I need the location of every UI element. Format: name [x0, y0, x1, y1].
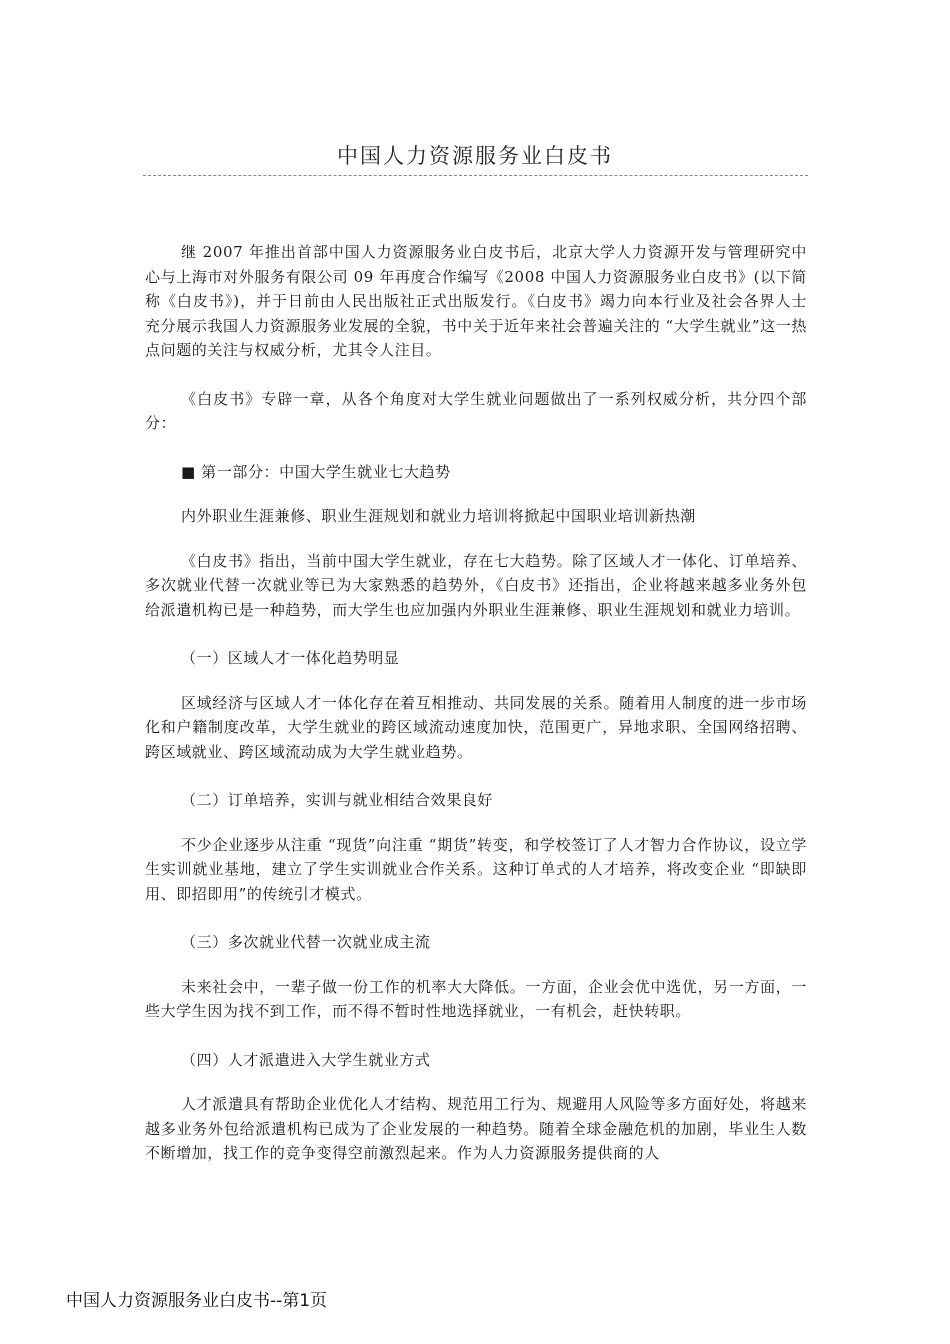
subheading-4: （四）人才派遣进入大学生就业方式: [181, 1050, 431, 1069]
paragraph-dispatch: 人才派遣具有帮助企业优化人才结构、规范用工行为、规避用人风险等多方面好处，将越来越多业务外包给派遣机构已成为了企业发展的一种趋势。随着全球金融危机的加剧，毕业生人数不断增加，找工作的竞争变得空前激烈起来。作为人力资源服务提供商的人: [145, 1095, 807, 1162]
paragraph-order-training: 不少企业逐步从注重 “现货”向注重 “期货”转变，和学校签订了人才智力合作协议，设立学生实训就业基地，建立了学生实训就业合作关系。这种订单式的人才培养，将改变企业 “即缺即用、即招即用”的传统引才模式。: [145, 835, 807, 903]
document-title: 中国人力资源服务业白皮书: [337, 144, 613, 168]
paragraph-seven-trends: 《白皮书》指出，当前中国大学生就业，存在七大趋势。除了区域人才一体化、订单培养、多次就业代替一次就业等已为大家熟悉的趋势外，《白皮书》还指出，企业将越来越多业务外包给派遣机构已是一种趋势，而大学生也应加强内外职业生涯兼修、职业生涯规划和就业力培训。: [145, 551, 807, 619]
document-body: [145, 240, 807, 1190]
subheading-2: （二）订单培养，实训与就业相结合效果良好: [181, 791, 494, 809]
section-subtitle: 内外职业生涯兼修、职业生涯规划和就业力培训将掀起中国职业培训新热潮: [181, 507, 696, 525]
section-heading-part-one: ■ 第一部分：中国大学生就业七大趋势: [181, 462, 451, 481]
title-divider: [143, 175, 808, 176]
page-footer: 中国人力资源服务业白皮书--第1页: [66, 1291, 328, 1311]
subheading-1: （一）区域人才一体化趋势明显: [181, 649, 400, 667]
paragraph-overview: 《白皮书》专辟一章，从各个角度对大学生就业问题做出了一系列权威分析，共分四个部分：: [145, 389, 807, 432]
paragraph-multiple-jobs: 未来社会中，一辈子做一份工作的机率大大降低。一方面，企业会优中选优，另一方面，一些大学生因为找不到工作，而不得不暂时性地选择就业，一有机会，赶快转职。: [145, 977, 807, 1020]
paragraph-regional: 区域经济与区域人才一体化存在着互相推动、共同发展的关系。随着用人制度的进一步市场化和户籍制度改革，大学生就业的跨区域流动速度加快，范围更广，异地求职、全国网络招聘、跨区域就业、跨区域流动成为大学生就业趋势。: [145, 693, 807, 761]
subheading-3: （三）多次就业代替一次就业成主流: [181, 933, 431, 951]
paragraph-intro: 继 2007 年推出首部中国人力资源服务业白皮书后，北京大学人力资源开发与管理研究中心与上海市对外服务有限公司 09 年再度合作编写《2008 中国人力资源服务业白皮书》(以下简称《白皮书》)，并于日前由人民出版社正式出版发行。《白皮书》竭力向本行业及社会各界人士充分展示我国人力资源服务业发展的全貌，书中关于近年来社会普遍关注的 “大学生就业”这一热点问题的关注与权威分析，尤其令人注目。: [145, 243, 807, 359]
